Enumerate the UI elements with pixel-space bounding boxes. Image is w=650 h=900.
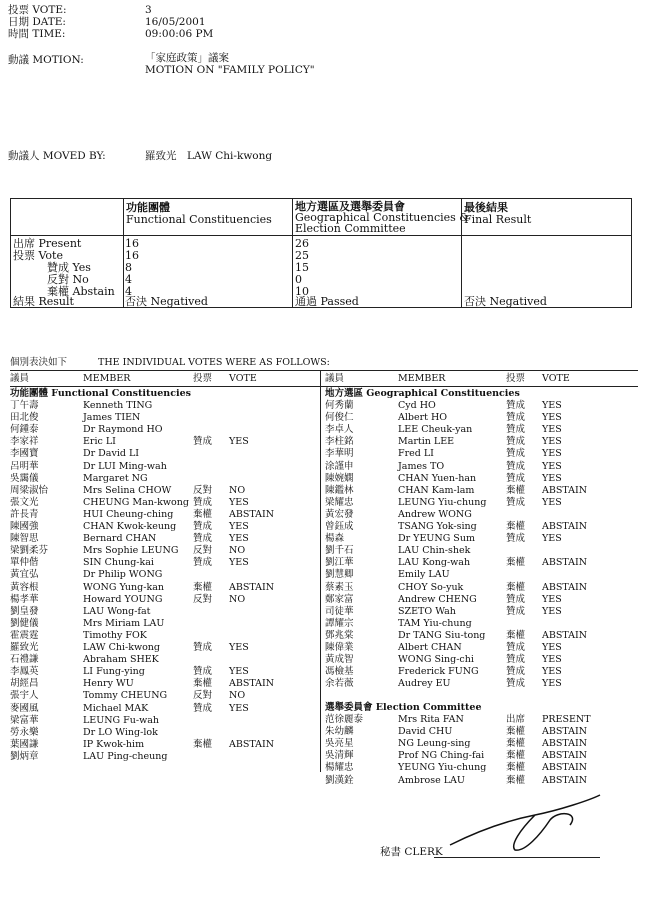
vote-en: ABSTAIN — [229, 738, 275, 750]
motion-title-en: MOTION ON "FAMILY POLICY" — [145, 64, 315, 76]
member-name-zh: 田北俊 — [10, 412, 39, 424]
member-name-en: Henry WU — [83, 678, 134, 690]
vote-zh: 贊成 — [506, 496, 526, 508]
vote-en: YES — [229, 436, 249, 448]
fc-header-en: Functional Constituencies — [126, 213, 272, 226]
vote-en: ABSTAIN — [542, 726, 588, 738]
summary-fc-value: 4 — [125, 285, 132, 298]
motion-title-zh: 「家庭政策」議案 — [145, 52, 229, 64]
vote-en: NO — [229, 593, 246, 605]
member-name-en: Dr Raymond HO — [83, 424, 163, 436]
vote-zh: 贊成 — [193, 521, 213, 532]
summary-fc-value: 否決 Negatived — [125, 295, 208, 308]
col-member-en-left: MEMBER — [83, 373, 131, 384]
vote-zh: 棄權 — [506, 750, 526, 762]
final-header-zh: 最後結果 — [464, 201, 508, 214]
member-name-en: LAU Ping-cheung — [83, 750, 168, 762]
member-name-zh: 梁耀忠 — [325, 496, 354, 508]
member-name-zh: 呂明華 — [10, 460, 39, 472]
member-name-en: Dr David LI — [83, 448, 140, 460]
vote-en: NO — [229, 545, 246, 557]
vote-zh: 贊成 — [506, 593, 526, 605]
vote-en: YES — [542, 460, 562, 472]
member-name-en: SIN Chung-kai — [83, 557, 154, 569]
member-name-zh: 馮檢基 — [325, 666, 354, 678]
vote-zh: 棄權 — [193, 508, 213, 520]
date-value: 16/05/2001 — [145, 16, 206, 28]
vote-zh: 贊成 — [506, 642, 526, 653]
vote-zh: 贊成 — [193, 436, 213, 448]
col-member-en-right: MEMBER — [398, 373, 446, 384]
member-name-en: LI Fung-ying — [83, 666, 145, 678]
vote-zh: 棄權 — [506, 762, 526, 774]
vote-en: YES — [542, 605, 562, 617]
vote-zh: 贊成 — [506, 654, 526, 666]
member-name-zh: 陳偉業 — [325, 642, 354, 653]
member-name-zh: 陳婉嫻 — [325, 472, 354, 484]
vote-zh: 棄權 — [506, 726, 526, 738]
member-name-zh: 涂謹申 — [325, 460, 354, 472]
vote-en: YES — [542, 593, 562, 605]
member-name-en: Fred LI — [398, 448, 434, 460]
member-name-zh: 劉漢銓 — [325, 774, 354, 786]
individual-title-zh: 個別表決如下 — [10, 357, 68, 368]
final-header-en: Final Result — [464, 213, 532, 226]
member-name-zh: 譚耀宗 — [325, 617, 354, 629]
summary-gc-value: 通過 Passed — [295, 295, 359, 308]
vote-en: YES — [542, 448, 562, 460]
vote-zh: 贊成 — [193, 533, 213, 545]
member-name-zh: 李柱銘 — [325, 436, 354, 448]
vote-en: YES — [542, 412, 562, 424]
member-name-zh: 吳靄儀 — [10, 472, 39, 484]
vote-zh: 贊成 — [506, 436, 526, 448]
vote-en: NO — [229, 690, 246, 702]
vote-en: YES — [229, 533, 249, 545]
vote-en: ABSTAIN — [542, 521, 588, 532]
col-vote-en-right: VOTE — [542, 373, 570, 384]
summary-gc-value: 10 — [295, 285, 309, 298]
vote-zh: 贊成 — [193, 702, 213, 714]
vote-zh: 棄權 — [506, 581, 526, 593]
member-name-zh: 胡經昌 — [10, 678, 39, 690]
gc-section-heading: 地方選區 Geographical Constituencies — [325, 388, 520, 399]
vote-zh: 棄權 — [193, 738, 213, 750]
vote-zh: 反對 — [193, 593, 213, 605]
member-name-zh: 黃宏發 — [325, 508, 354, 520]
summary-row-label: 出席 Present — [13, 237, 82, 250]
member-name-en: Timothy FOK — [83, 629, 147, 641]
summary-row-label: 棄權 Abstain — [47, 285, 115, 298]
clerk-label: 秘書 CLERK — [380, 846, 443, 858]
member-name-en: LEE Cheuk-yan — [398, 424, 473, 436]
member-name-en: Mrs Sophie LEUNG — [83, 545, 179, 557]
member-name-en: Mrs Selina CHOW — [83, 484, 172, 496]
vote-zh: 棄權 — [506, 774, 526, 786]
member-name-en: LAU Kong-wah — [398, 557, 471, 569]
vote-zh: 棄權 — [193, 678, 213, 690]
mover-name: 羅致光 LAW Chi-kwong — [145, 150, 273, 162]
vote-en: NO — [229, 484, 246, 496]
member-name-en: LAW Chi-kwong — [83, 642, 161, 653]
vote-en: YES — [542, 533, 562, 545]
mover-label: 動議人 MOVED BY: — [8, 150, 106, 162]
member-name-zh: 楊孝華 — [10, 593, 39, 605]
member-name-en: CHAN Kam-lam — [398, 484, 475, 496]
member-name-en: Abraham SHEK — [83, 654, 159, 666]
gc-header-zh: 地方選區及選舉委員會 — [295, 200, 405, 213]
member-name-zh: 何鍾泰 — [10, 424, 39, 436]
member-name-zh: 丁午壽 — [10, 400, 39, 411]
summary-fc-value: 16 — [125, 249, 139, 262]
vote-zh: 贊成 — [506, 448, 526, 460]
member-name-en: LEUNG Yiu-chung — [398, 496, 487, 508]
time-label: 時間 TIME: — [8, 28, 66, 40]
summary-gc-value: 25 — [295, 249, 309, 262]
member-name-zh: 何秀蘭 — [325, 400, 354, 411]
summary-final-value: 否決 Negatived — [464, 295, 547, 308]
vote-en: YES — [229, 557, 249, 569]
member-name-zh: 李鳳英 — [10, 666, 39, 678]
vote-en: ABSTAIN — [542, 557, 588, 569]
vote-zh: 出席 — [506, 714, 526, 725]
member-name-zh: 黃容根 — [10, 581, 39, 593]
member-name-en: LEUNG Fu-wah — [83, 714, 160, 726]
vote-en: YES — [229, 496, 249, 508]
vote-zh: 贊成 — [506, 678, 526, 690]
vote-en: YES — [229, 702, 249, 714]
fc-section-heading: 功能團體 Functional Constituencies — [10, 388, 191, 399]
vote-zh: 贊成 — [506, 605, 526, 617]
summary-gc-value: 15 — [295, 261, 309, 274]
vote-zh: 贊成 — [193, 496, 213, 508]
member-name-zh: 李國寶 — [10, 448, 39, 460]
vote-en: YES — [542, 496, 562, 508]
member-name-zh: 劉健儀 — [10, 617, 39, 629]
member-name-en: Andrew CHENG — [398, 593, 477, 605]
vote-en: YES — [229, 521, 249, 532]
vote-en: ABSTAIN — [542, 750, 588, 762]
vote-zh: 棄權 — [506, 629, 526, 641]
member-name-zh: 黃宜弘 — [10, 569, 39, 581]
motion-label: 動議 MOTION: — [8, 54, 84, 66]
member-name-zh: 蔡素玉 — [325, 581, 354, 593]
vote-zh: 贊成 — [506, 533, 526, 545]
member-name-en: Kenneth TING — [83, 400, 153, 411]
col-vote-zh-right: 投票 — [506, 373, 526, 384]
vote-en: YES — [542, 666, 562, 678]
member-name-zh: 麥國風 — [10, 702, 39, 714]
member-name-en: Margaret NG — [83, 472, 148, 484]
member-name-en: Tommy CHEUNG — [83, 690, 168, 702]
member-name-zh: 曾鈺成 — [325, 521, 354, 532]
vote-label: 投票 VOTE: — [8, 4, 67, 16]
member-name-en: Howard YOUNG — [83, 593, 163, 605]
vote-en: ABSTAIN — [229, 581, 275, 593]
member-name-en: Eric LI — [83, 436, 116, 448]
member-name-en: Albert HO — [398, 412, 448, 424]
vote-zh: 贊成 — [193, 642, 213, 653]
gc-header-en-2: Election Committee — [295, 222, 406, 235]
member-name-en: Audrey EU — [398, 678, 451, 690]
member-name-en: TAM Yiu-chung — [398, 617, 472, 629]
member-name-en: SZETO Wah — [398, 605, 456, 617]
col-vote-en-left: VOTE — [229, 373, 257, 384]
vote-zh: 棄權 — [506, 738, 526, 750]
member-name-en: YEUNG Yiu-chung — [398, 762, 487, 774]
clerk-signature-line — [434, 857, 600, 858]
member-name-zh: 范徐麗泰 — [325, 714, 364, 725]
member-name-en: Bernard CHAN — [83, 533, 157, 545]
member-name-zh: 劉江華 — [325, 557, 354, 569]
vote-en: YES — [542, 472, 562, 484]
member-name-zh: 張宇人 — [10, 690, 39, 702]
member-name-zh: 鄭家富 — [325, 593, 354, 605]
member-name-zh: 梁富華 — [10, 714, 39, 726]
member-name-en: Mrs Rita FAN — [398, 714, 464, 725]
summary-gc-value: 0 — [295, 273, 302, 286]
col-member-zh-left: 議員 — [10, 373, 30, 384]
summary-row-label: 贊成 Yes — [47, 261, 91, 274]
member-name-zh: 劉慧卿 — [325, 569, 354, 581]
member-name-zh: 劉千石 — [325, 545, 354, 557]
vote-en: ABSTAIN — [229, 678, 275, 690]
date-label: 日期 DATE: — [8, 16, 66, 28]
vote-zh: 棄權 — [506, 557, 526, 569]
member-name-zh: 劉炳章 — [10, 750, 39, 762]
gc-header-en: Geographical Constituencies & — [295, 211, 470, 224]
member-name-en: Andrew WONG — [398, 508, 472, 520]
member-name-en: Ambrose LAU — [398, 774, 465, 786]
vote-en: ABSTAIN — [542, 484, 588, 496]
ec-section-heading: 選舉委員會 Election Committee — [325, 702, 482, 713]
member-name-en: Martin LEE — [398, 436, 455, 448]
member-name-en: James TIEN — [83, 412, 141, 424]
member-name-zh: 張文光 — [10, 496, 39, 508]
member-name-en: Dr YEUNG Sum — [398, 533, 475, 545]
time-value: 09:00:06 PM — [145, 28, 214, 40]
vote-zh: 棄權 — [506, 484, 526, 496]
vote-en: YES — [542, 400, 562, 411]
summary-row-label: 結果 Result — [13, 295, 74, 308]
member-name-en: Cyd HO — [398, 400, 436, 411]
member-name-zh: 劉皇發 — [10, 605, 39, 617]
clerk-signature — [440, 790, 610, 860]
member-name-en: CHAN Yuen-han — [398, 472, 477, 484]
member-name-en: WONG Yung-kan — [83, 581, 164, 593]
col-member-zh-right: 議員 — [325, 373, 345, 384]
summary-table — [10, 198, 632, 308]
member-name-zh: 羅致光 — [10, 642, 39, 653]
vote-zh: 棄權 — [506, 521, 526, 532]
member-name-en: Albert CHAN — [398, 642, 462, 653]
vote-en: ABSTAIN — [542, 581, 588, 593]
member-name-zh: 陳智思 — [10, 533, 39, 545]
vote-en: PRESENT — [542, 714, 591, 725]
member-name-zh: 許長青 — [10, 508, 39, 520]
member-name-zh: 余若薇 — [325, 678, 354, 690]
member-name-zh: 吳亮星 — [325, 738, 354, 750]
vote-zh: 贊成 — [506, 460, 526, 472]
vote-zh: 贊成 — [193, 557, 213, 569]
vote-zh: 贊成 — [506, 666, 526, 678]
member-name-zh: 鄧兆棠 — [325, 629, 354, 641]
member-name-en: IP Kwok-him — [83, 738, 145, 750]
member-name-zh: 楊耀忠 — [325, 762, 354, 774]
member-name-en: Michael MAK — [83, 702, 149, 714]
member-name-en: TSANG Yok-sing — [398, 521, 477, 532]
member-name-en: Emily LAU — [398, 569, 450, 581]
vote-en: YES — [542, 654, 562, 666]
vote-zh: 反對 — [193, 690, 213, 702]
vote-zh: 贊成 — [193, 666, 213, 678]
individual-title-en: THE INDIVIDUAL VOTES WERE AS FOLLOWS: — [98, 357, 330, 368]
vote-zh: 贊成 — [506, 472, 526, 484]
vote-en: ABSTAIN — [542, 762, 588, 774]
member-name-en: NG Leung-sing — [398, 738, 471, 750]
member-name-zh: 李家祥 — [10, 436, 39, 448]
member-name-en: HUI Cheung-ching — [83, 508, 174, 520]
vote-en: YES — [542, 436, 562, 448]
fc-header-zh: 功能團體 — [126, 201, 170, 214]
member-name-zh: 周梁淑怡 — [10, 484, 49, 496]
member-name-zh: 陳國強 — [10, 521, 39, 532]
member-name-zh: 李卓人 — [325, 424, 354, 436]
vote-en: YES — [542, 678, 562, 690]
vote-zh: 贊成 — [506, 400, 526, 411]
member-name-en: James TO — [398, 460, 445, 472]
summary-fc-value: 8 — [125, 261, 132, 274]
member-name-zh: 何俊仁 — [325, 412, 354, 424]
member-name-zh: 勞永樂 — [10, 726, 39, 738]
member-name-zh: 單仲偕 — [10, 557, 39, 569]
summary-fc-value: 16 — [125, 237, 139, 250]
member-name-en: Dr Philip WONG — [83, 569, 163, 581]
member-name-en: CHOY So-yuk — [398, 581, 464, 593]
vote-zh: 贊成 — [506, 412, 526, 424]
member-name-en: LAU Wong-fat — [83, 605, 151, 617]
summary-gc-value: 26 — [295, 237, 309, 250]
member-name-zh: 楊森 — [325, 533, 345, 545]
member-name-zh: 吳清輝 — [325, 750, 354, 762]
member-name-en: Dr LUI Ming-wah — [83, 460, 167, 472]
member-name-zh: 葉國謙 — [10, 738, 39, 750]
vote-en: ABSTAIN — [542, 774, 588, 786]
vote-en: ABSTAIN — [542, 738, 588, 750]
vote-en: ABSTAIN — [229, 508, 275, 520]
vote-en: YES — [229, 642, 249, 653]
member-name-zh: 霍震霆 — [10, 629, 39, 641]
member-name-en: Frederick FUNG — [398, 666, 479, 678]
member-name-zh: 石禮謙 — [10, 654, 39, 666]
vote-zh: 反對 — [193, 484, 213, 496]
vote-en: ABSTAIN — [542, 629, 588, 641]
member-name-zh: 梁劉柔芬 — [10, 545, 49, 557]
summary-fc-value: 4 — [125, 273, 132, 286]
member-name-en: David CHU — [398, 726, 453, 738]
member-name-zh: 司徒華 — [325, 605, 354, 617]
member-name-en: CHEUNG Man-kwong — [83, 496, 189, 508]
vote-en: YES — [542, 642, 562, 653]
vote-zh: 贊成 — [506, 424, 526, 436]
member-name-en: LAU Chin-shek — [398, 545, 471, 557]
summary-row-label: 投票 Vote — [13, 249, 63, 262]
vote-zh: 反對 — [193, 545, 213, 557]
member-name-en: Dr TANG Siu-tong — [398, 629, 486, 641]
col-vote-zh-left: 投票 — [193, 373, 213, 384]
member-name-zh: 黃成智 — [325, 654, 354, 666]
member-name-en: Prof NG Ching-fai — [398, 750, 485, 762]
vote-en: YES — [542, 424, 562, 436]
vote-number: 3 — [145, 4, 152, 16]
member-name-en: Dr LO Wing-lok — [83, 726, 158, 738]
vote-en: YES — [229, 666, 249, 678]
member-name-zh: 李華明 — [325, 448, 354, 460]
member-name-zh: 朱幼麟 — [325, 726, 354, 738]
member-name-en: WONG Sing-chi — [398, 654, 474, 666]
member-name-zh: 陳鑑林 — [325, 484, 354, 496]
member-name-en: CHAN Kwok-keung — [83, 521, 177, 532]
member-name-en: Mrs Miriam LAU — [83, 617, 165, 629]
summary-row-label: 反對 No — [47, 273, 89, 286]
vote-zh: 棄權 — [193, 581, 213, 593]
